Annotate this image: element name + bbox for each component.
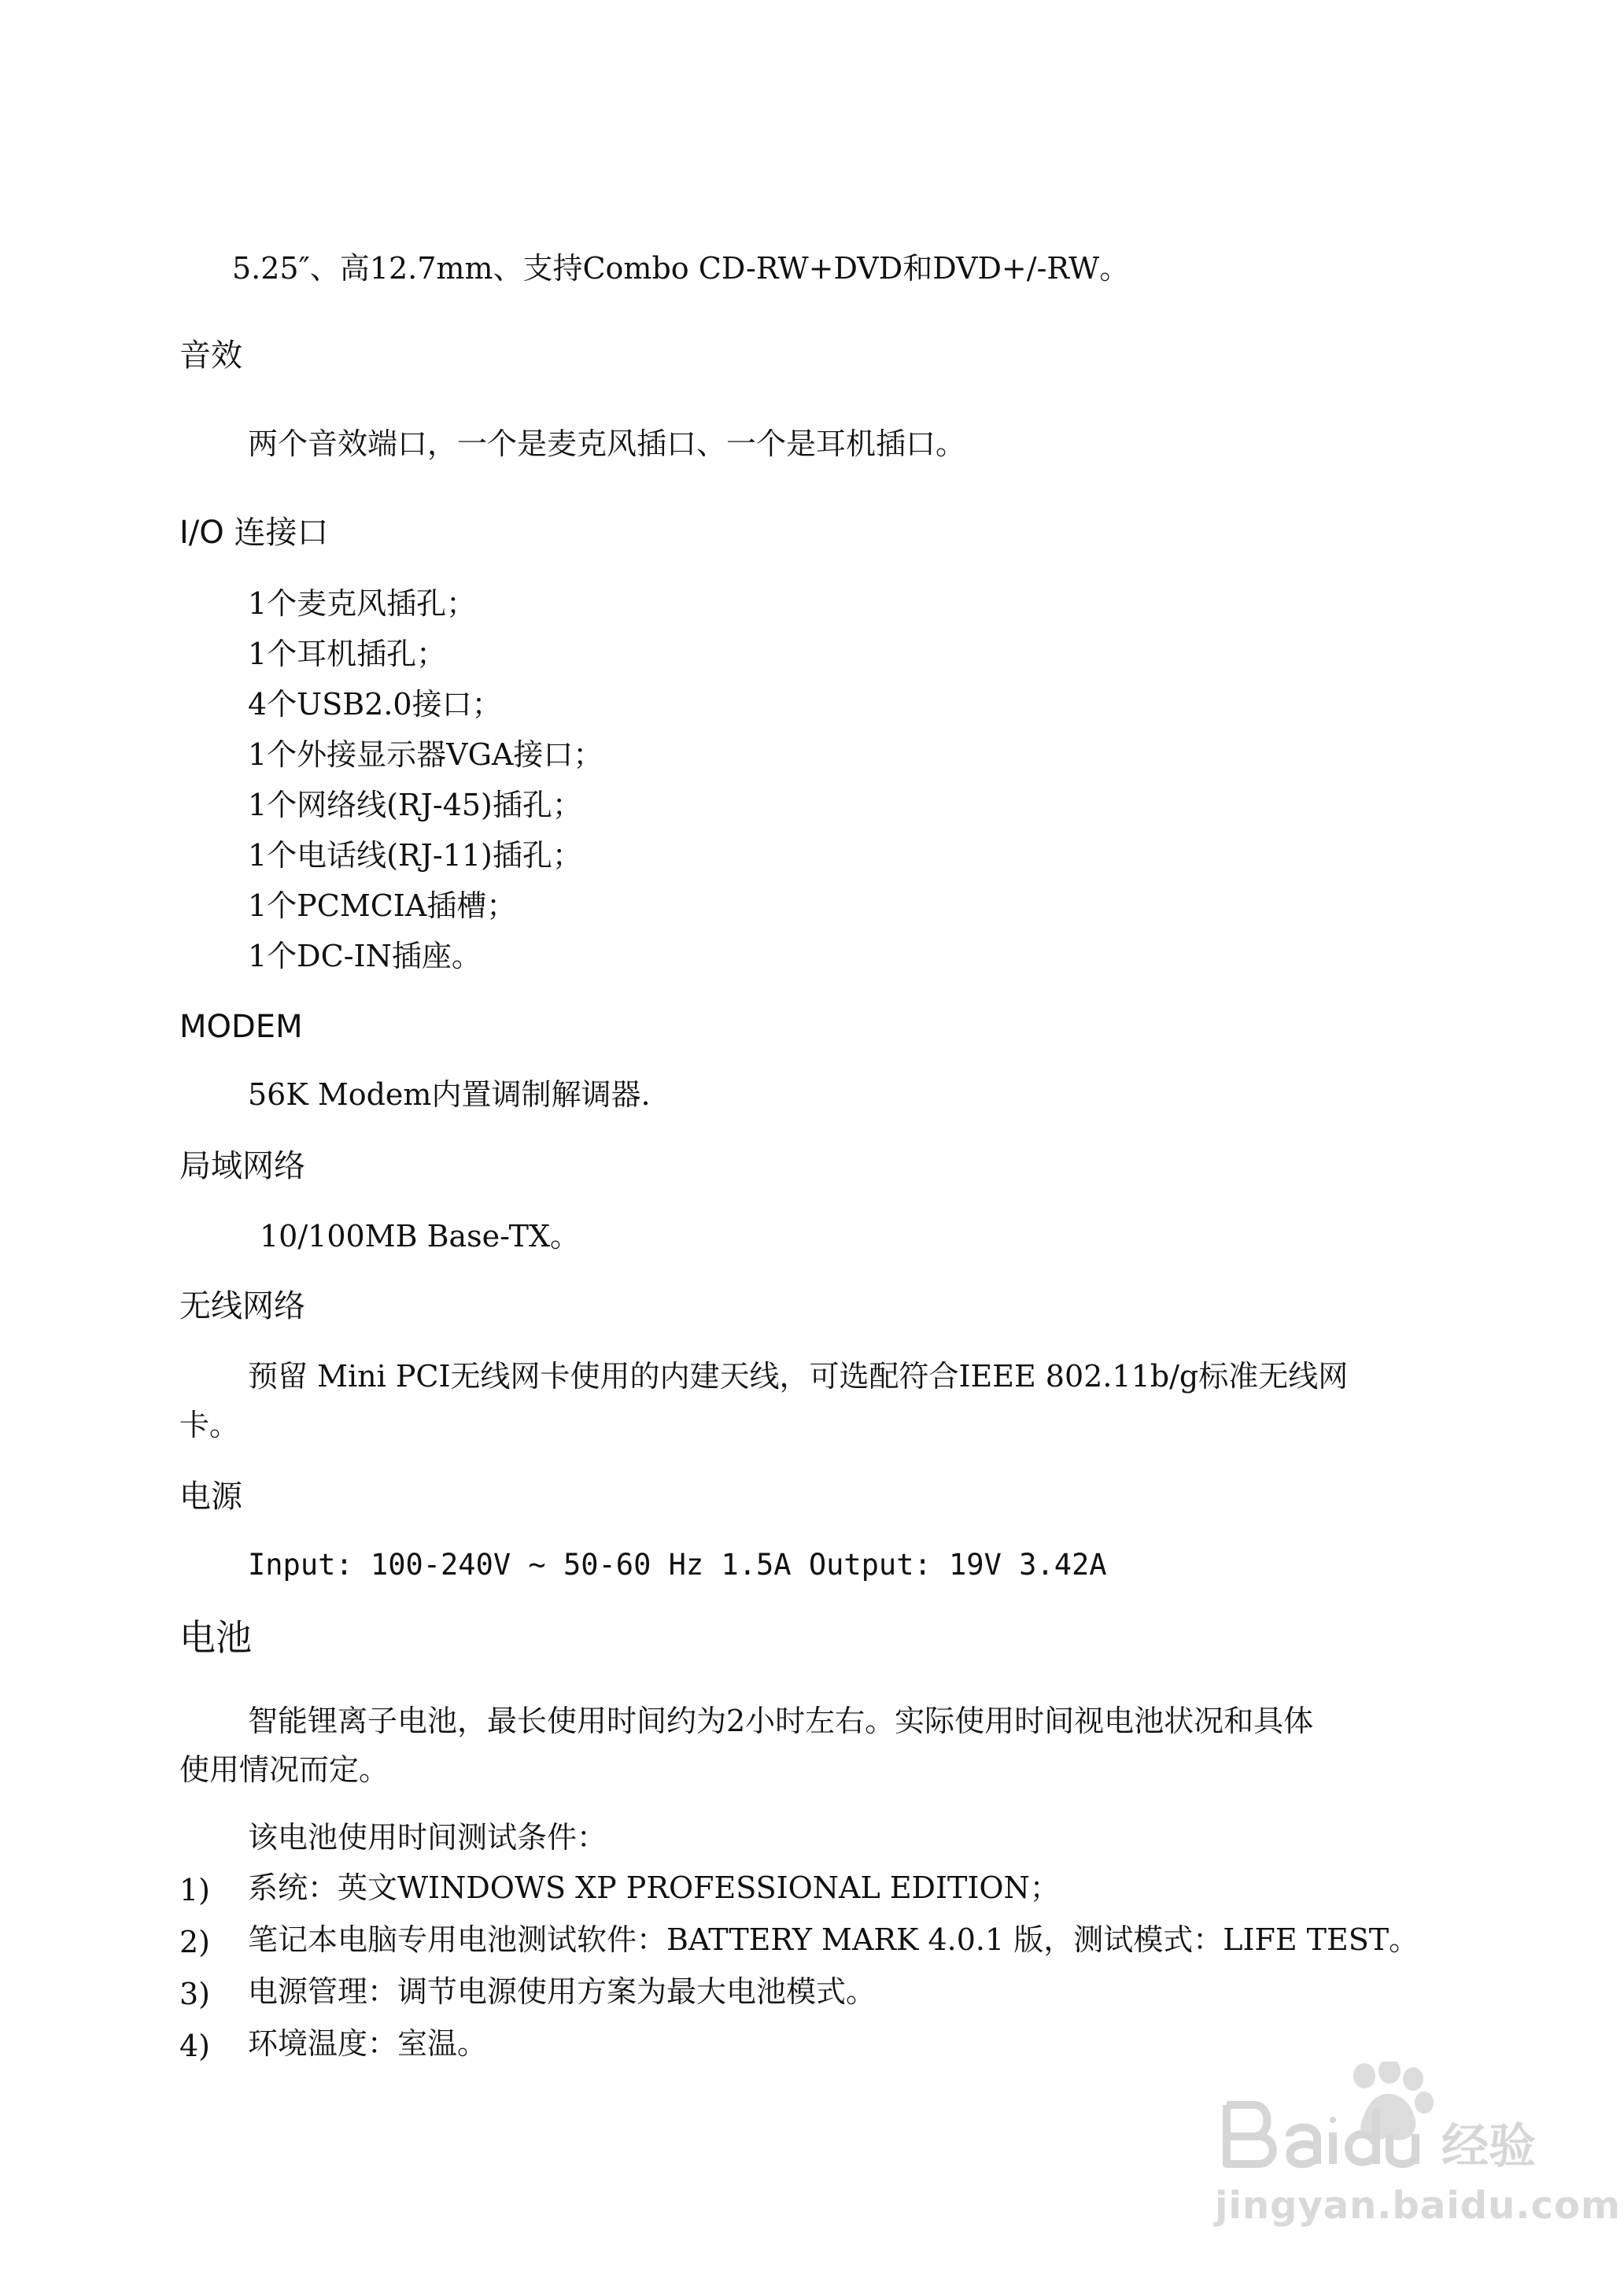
svg-text:经验: 经验 <box>1441 2119 1536 2174</box>
condition-text: 笔记本电脑专用电池测试软件：BATTERY MARK 4.0.1 版，测试模式：LIFE TEST。 <box>248 1922 1419 1957</box>
watermark-url: jingyan.baidu.com <box>1215 2184 1621 2228</box>
modem-heading: MODEM <box>179 1009 303 1045</box>
battery-text: 智能锂离子电池，最长使用时间约为2小时左右。实际使用时间视电池状况和具体 <box>248 1704 1314 1738</box>
io-item: 1个外接显示器VGA接口； <box>248 737 603 772</box>
audio-text: 两个音效端口，一个是麦克风插口、一个是耳机插口。 <box>248 426 966 461</box>
battery-heading: 电池 <box>179 1616 252 1659</box>
condition-text: 系统：英文WINDOWS XP PROFESSIONAL EDITION； <box>248 1870 1060 1905</box>
wireless-heading: 无线网络 <box>179 1288 305 1324</box>
power-heading: 电源 <box>179 1479 242 1515</box>
audio-heading: 音效 <box>179 338 242 374</box>
condition-text: 环境温度：室温。 <box>248 2026 488 2061</box>
io-item: 1个网络线(RJ-45)插孔； <box>248 788 582 822</box>
condition-number: 3) <box>179 1977 211 2011</box>
wireless-text-cont: 卡。 <box>179 1408 240 1442</box>
baidu-jingyan-watermark <box>1215 2062 1621 2243</box>
condition-text: 电源管理：调节电源使用方案为最大电池模式。 <box>248 1974 877 2009</box>
power-spec: Input: 100-240V ~ 50-60 Hz 1.5A Output: 19V 3.42A <box>248 1548 1107 1582</box>
io-heading: I/O 连接口 <box>179 515 329 551</box>
lan-heading: 局域网络 <box>179 1148 305 1184</box>
modem-text: 56K Modem内置调制解调器. <box>248 1077 651 1112</box>
io-item: 1个电话线(RJ-11)插孔； <box>248 838 582 873</box>
battery-text-cont: 使用情况而定。 <box>179 1752 389 1787</box>
io-item: 1个PCMCIA插槽； <box>248 888 517 923</box>
io-item: 1个DC-IN插座。 <box>248 939 482 973</box>
battery-test-intro: 该电池使用时间测试条件： <box>248 1820 607 1855</box>
condition-number: 1) <box>179 1873 211 1907</box>
wireless-text: 预留 Mini PCI无线网卡使用的内建天线，可选配符合IEEE 802.11b/g标准无线网 <box>248 1359 1349 1394</box>
optical-spec: 5.25″、高12.7mm、支持Combo CD-RW+DVD和DVD+/-RW。 <box>232 251 1130 286</box>
baidu-paw-logo-icon <box>1215 2062 1553 2180</box>
io-item: 4个USB2.0接口； <box>248 687 502 722</box>
io-item: 1个耳机插孔； <box>248 637 447 671</box>
io-item: 1个麦克风插孔； <box>248 586 477 621</box>
condition-number: 4) <box>179 2029 211 2063</box>
condition-number: 2) <box>179 1925 211 1959</box>
lan-text: 10/100MB Base-TX。 <box>260 1219 581 1254</box>
